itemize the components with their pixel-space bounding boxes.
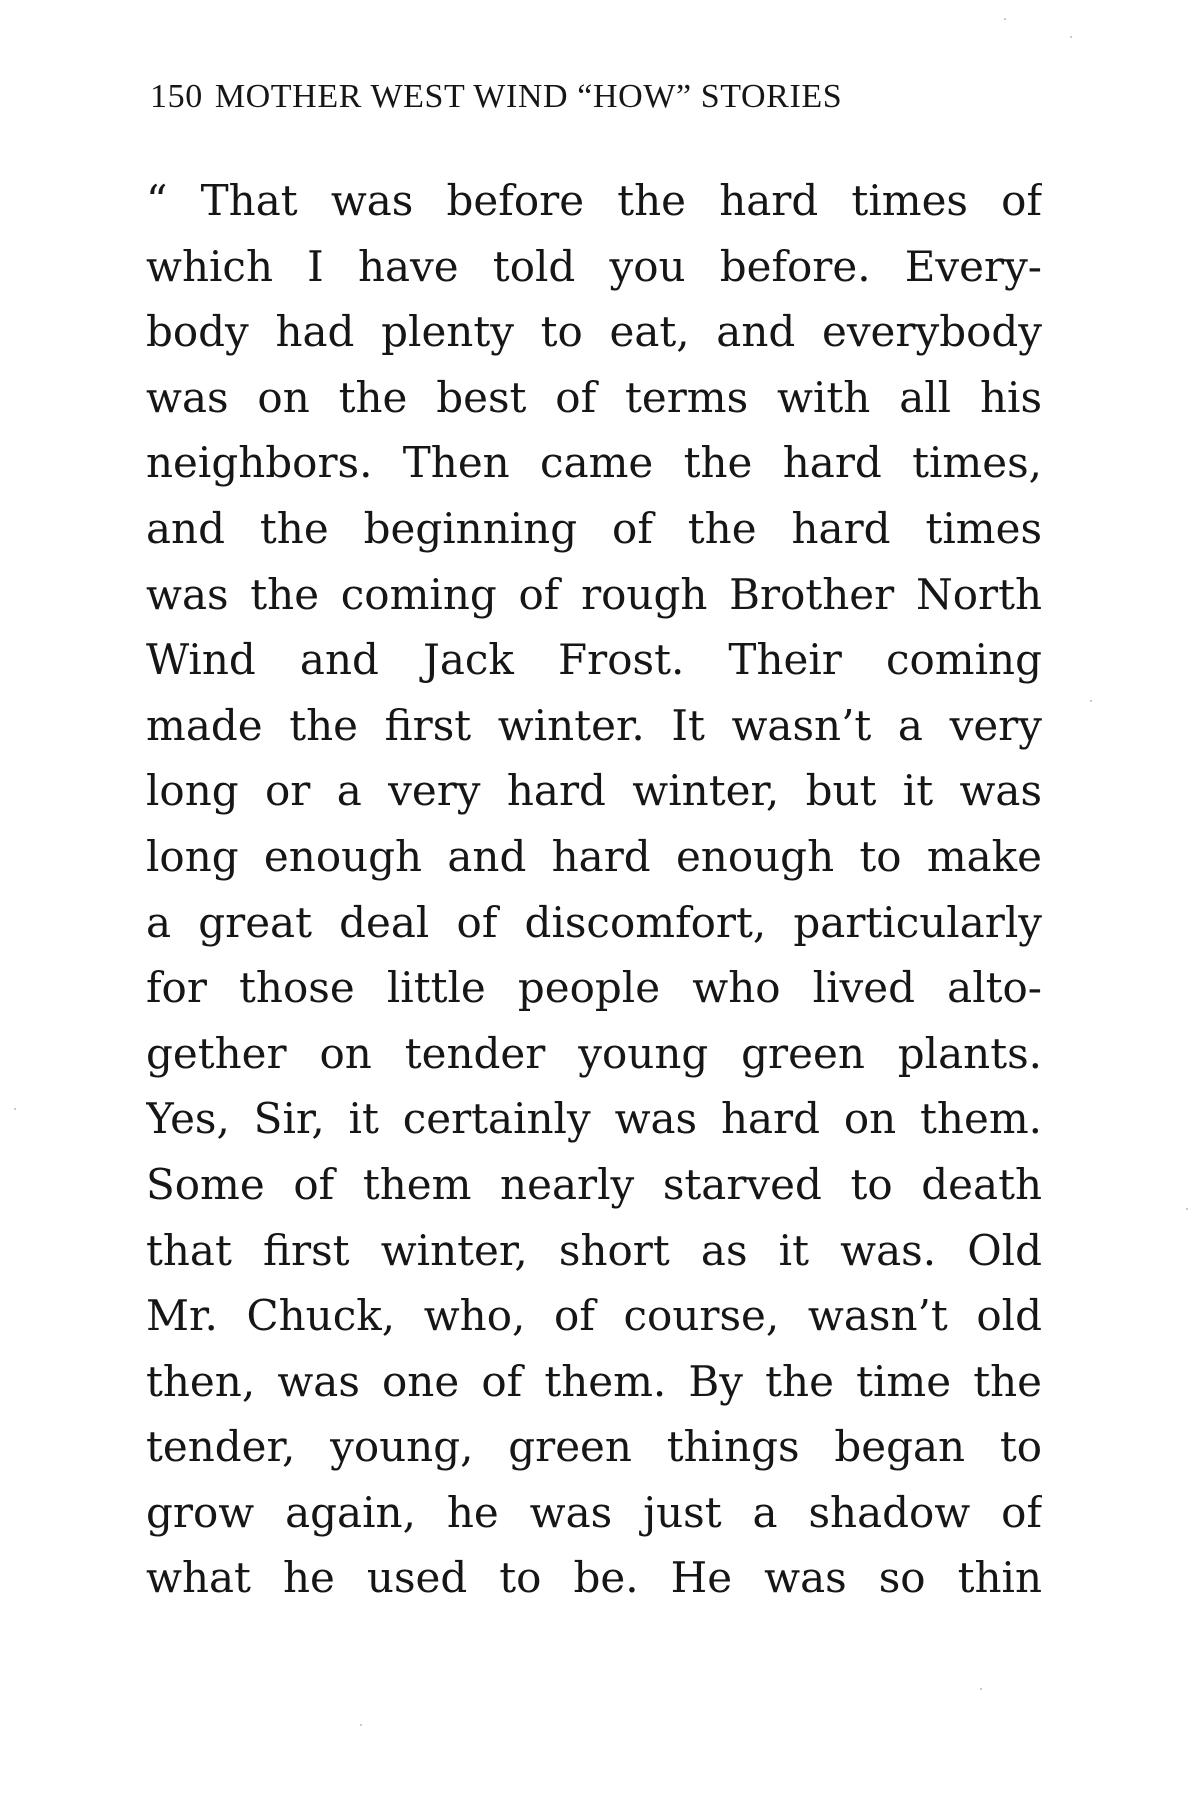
text-line: “ That was before the hard times of xyxy=(146,176,1042,225)
scan-speck xyxy=(1186,1208,1188,1210)
text-line: that first winter, short as it was. Old xyxy=(146,1225,1042,1275)
text-line: tender, young, green things began to xyxy=(146,1422,1042,1472)
text-line: Wind and Jack Frost. Their coming xyxy=(146,635,1042,685)
scan-speck xyxy=(360,1724,362,1726)
text-line: what he used to be. He was so thin xyxy=(146,1553,1042,1603)
scan-speck xyxy=(1090,700,1092,702)
book-title: MOTHER WEST WIND “HOW” STORIES xyxy=(214,78,843,115)
text-line: neighbors. Then came the hard times, xyxy=(146,438,1042,488)
text-line: which I have told you before. Every- xyxy=(146,241,1042,291)
scan-speck xyxy=(14,1108,16,1110)
text-line: long enough and hard enough to make xyxy=(146,831,1042,881)
text-line: and the beginning of the hard times xyxy=(146,503,1042,553)
text-line: made the first winter. It wasn’t a very xyxy=(146,700,1042,750)
text-line: for those little people who lived alto- xyxy=(146,963,1042,1013)
text-line: was the coming of rough Brother North xyxy=(146,569,1042,619)
scan-speck xyxy=(980,1688,982,1690)
text-line: grow again, he was just a shadow of xyxy=(146,1487,1042,1537)
scan-speck xyxy=(1004,18,1006,20)
text-line: Some of them nearly starved to death xyxy=(146,1159,1042,1209)
text-line: long or a very hard winter, but it was xyxy=(146,766,1042,816)
scan-speck xyxy=(1070,36,1072,38)
text-line: Mr. Chuck, who, of course, wasn’t old xyxy=(146,1291,1042,1341)
body-text xyxy=(146,168,1042,1611)
text-line: body had plenty to eat, and everybody xyxy=(146,307,1042,357)
text-line: was on the best of terms with all his xyxy=(146,372,1042,422)
text-line: Yes, Sir, it certainly was hard on them. xyxy=(146,1094,1042,1144)
page-number: 150 xyxy=(150,78,203,115)
text-line: then, was one of them. By the time the xyxy=(146,1356,1042,1406)
text-line: gether on tender young green plants. xyxy=(146,1028,1042,1078)
text-line: a great deal of discomfort, particularly xyxy=(146,897,1042,947)
running-head xyxy=(150,78,1030,122)
